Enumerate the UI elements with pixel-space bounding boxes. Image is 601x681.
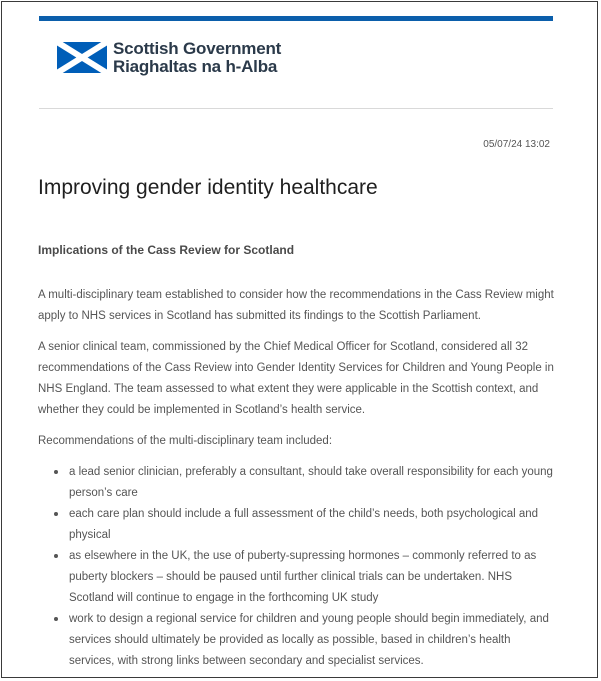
paragraph-recommendations-lead: Recommendations of the multi-disciplinary team included: [38,435,333,447]
timestamp: 05/07/24 13:02 [483,139,550,150]
page-title: Improving gender identity healthcare [38,176,378,199]
saltire-flag-icon [57,42,107,73]
paragraph-intro: A multi-disciplinary team established to consider how the recommendations in the Cass Review might apply to NHS services in Scotland has submitted its findings to the Scottish Parliament. [38,289,554,322]
email-frame [1,1,598,678]
paragraph-clinical-team: A senior clinical team, commissioned by the Chief Medical Officer for Scotland, considered all 32 recommendations of the Cass Review into Gender Identity Services for Children and Young People in NHS England. The team assessed to what extent they were applicable in the Scottish context, and whether they could be implemented in Scotland’s health service. [38,341,554,416]
logo-text-english: Scottish Government [113,39,282,58]
list-item: each care plan should include a full assessment of the child’s needs, both psychological and physical [52,504,558,546]
list-item: work to design a regional service for children and young people should begin immediately, and services should ultimately be provided as locally as possible, based in children’s health services, with strong links between secondary and specialist services. [52,609,558,672]
list-item: a lead senior clinician, preferably a consultant, should take overall responsibility for each young person’s care [52,462,558,504]
logo-text-gaelic: Riaghaltas na h-Alba [113,57,278,76]
scottish-government-logo[interactable] [57,40,281,75]
header-accent-bar [39,16,553,21]
article-body [38,285,558,672]
header-divider [39,108,553,109]
recommendations-list [38,462,558,672]
section-subtitle: Implications of the Cass Review for Scotland [38,243,295,257]
list-item: as elsewhere in the UK, the use of puberty-supressing hormones – commonly referred to as puberty blockers – should be paused until further clinical trials can be undertaken. NHS Scotland will continue to engage in the forthcoming UK study [52,546,558,609]
